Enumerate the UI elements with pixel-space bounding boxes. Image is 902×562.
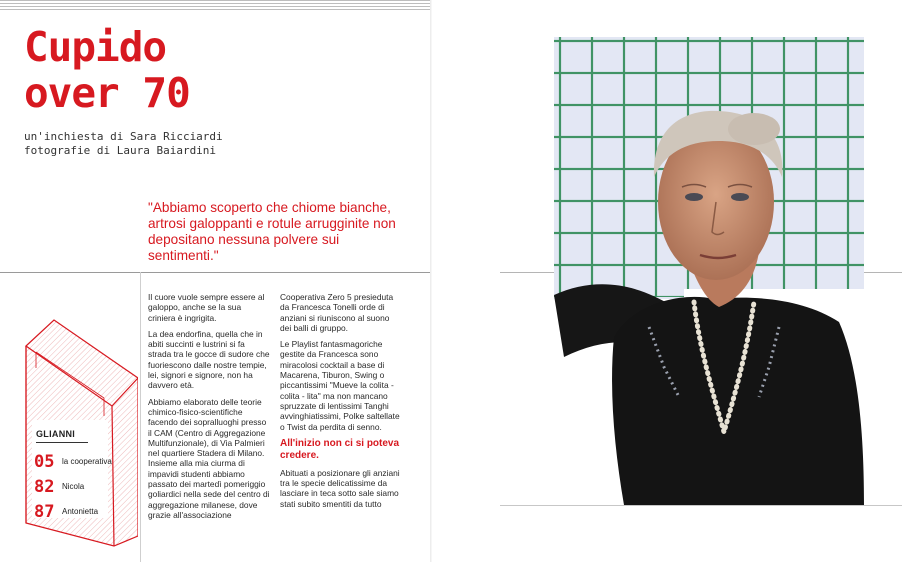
pull-quote: "Abbiamo scoperto che chiome bianche, artrosi galoppanti e rotule arrugginite non depositano nessuna polvere sui sentimenti." (148, 200, 396, 263)
body-paragraph: Cooperativa Zero 5 presieduta da Francesca Tonelli orde di anziani si riuniscono al suono dei balli di gruppo. (280, 292, 394, 333)
portrait-illustration (554, 37, 864, 505)
sidebar-label: GLIANNI (36, 429, 76, 439)
article-title (24, 24, 190, 116)
stat-value: 87 (34, 502, 55, 522)
body-paragraph: Le Playlist fantasmagoriche gestite da Francesca sono miracolosi cocktail a base di Macarena, Tiburon, Swing o piccantissimi "Mueve la colita - colita - lita" ma non mancano spruzzate di lentissimi Tanghi avvinghiatissimi, Polke saltellate o Twist da perdita di senno. (280, 339, 400, 432)
left-page (0, 0, 430, 562)
title-line-2: over 70 (24, 69, 190, 117)
author-credit: un'inchiesta di Sara Ricciardi (24, 130, 223, 143)
header-rules (0, 0, 430, 10)
body-paragraph: Abituati a posizionare gli anziani tra le specie delicatissime da lasciare in teca sotto sale siamo stati subito smentiti da tutto (280, 467, 400, 509)
body-paragraph: Abbiamo elaborato delle teorie chimico-fisico-scientifiche facendo dei sopralluoghi presso il CAM (Centro di Aggregazione Multifunzionale), di Via Palmieri nel quartiere Stadera di Milano. Insieme alla mia ciurma di impavidi studenti abbiamo passato dei martedì pomeriggio goliardici nella sede del centro di aggregazione milanese, dove grazie all'associazione (148, 396, 270, 520)
portrait-photo (554, 37, 864, 505)
column-divider (140, 272, 141, 562)
title-line-1: Cupido (24, 23, 167, 71)
article-credits (24, 130, 223, 158)
right-page-rule-bottom (500, 505, 902, 506)
stat-label: Antonietta (62, 507, 99, 516)
stat-value: 05 (34, 452, 55, 472)
stat-label: Nicola (62, 482, 85, 491)
body-subhead: All'inizio non ci si poteva credere. (280, 437, 400, 461)
photo-credit: fotografie di Laura Baiardini (24, 144, 217, 157)
body-column-2 (280, 292, 402, 515)
stat-value: 82 (34, 477, 55, 497)
section-divider (0, 272, 430, 273)
body-column-1 (148, 292, 270, 526)
stat-label: la cooperativa (62, 457, 112, 466)
body-paragraph: La dea endorfina, quella che in abiti succinti e lustrini si fa strada tra le gocce di sudore che fuoriescono dalle nostre tempie, lei, signori e signore, non ha davvero età. (148, 328, 270, 391)
body-paragraph: Il cuore vuole sempre essere al galoppo, anche se la sua criniera è ingrigita. (148, 292, 265, 323)
sidebar-rule (36, 442, 88, 443)
